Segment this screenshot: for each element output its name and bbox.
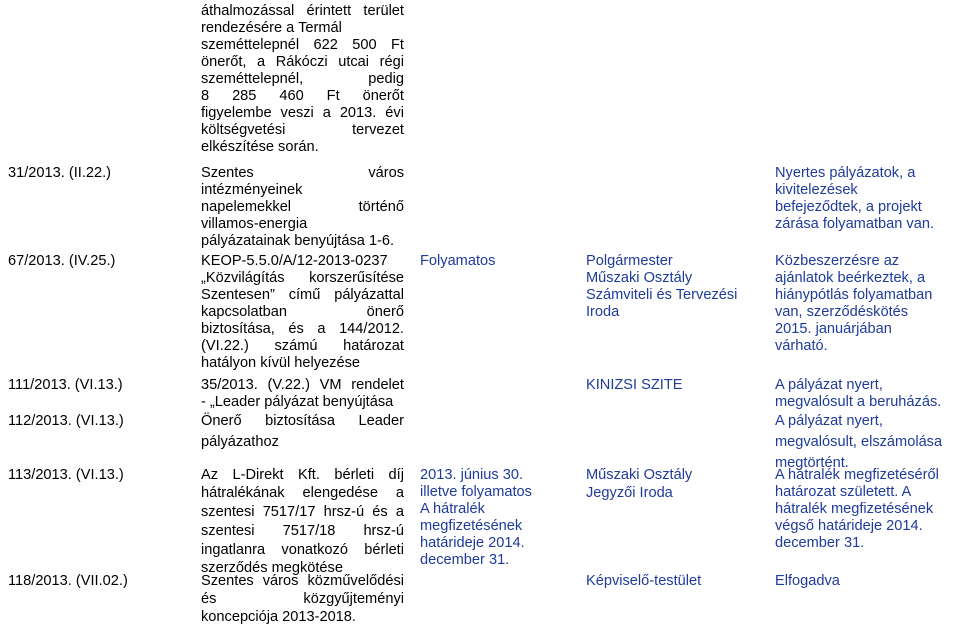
text-line: szerződés megkötése [201, 560, 343, 576]
resolution-number: 113/2013. (VI.13.) [8, 467, 124, 483]
text-line: kapcsolatban önerő [201, 304, 404, 320]
text-line: szeméttelepnél 622 500 Ft [201, 37, 404, 53]
text-line: rendezésére a Termál [201, 20, 342, 36]
text-line: A pályázat nyert, [775, 413, 883, 429]
responsible: KINIZSI SZITE [586, 377, 683, 393]
resolution-number: 112/2013. (VI.13.) [8, 413, 124, 429]
text-line: A hátralék [420, 501, 485, 517]
text-line: ajánlatok beérkeztek, a [775, 270, 926, 286]
text-line: biztosítása, és a 144/2012. [201, 321, 404, 337]
row0-subject [201, 3, 404, 156]
text-line: Polgármester [586, 253, 673, 269]
text-line: Szentes város [201, 165, 404, 181]
text-line: pályázatainak benyújtása 1-6. [201, 233, 395, 249]
text-line: határozat született. A [775, 484, 912, 500]
row4-subject [201, 413, 404, 450]
text-line: villamos-energia [201, 216, 308, 232]
resolution-number: 67/2013. (IV.25.) [8, 253, 116, 269]
text-line: szentesi 7517/17 hrsz-ú és a [201, 504, 404, 520]
text-line: költségvetési tervezet [201, 122, 404, 138]
text-line: Iroda [586, 304, 620, 320]
text-line: Önerő biztosítása Leader [201, 413, 404, 429]
text-line: „Közvilágítás korszerűsítése [201, 270, 404, 286]
text-line: (VI.22.) számú határozat [201, 338, 404, 354]
text-line: intézményeinek [201, 182, 303, 198]
text-line: szeméttelepnél, pedig [201, 71, 404, 87]
text-line: Az L-Direkt Kft. bérleti díj [201, 467, 404, 483]
text-line: - „Leader pályázat benyújtása [201, 394, 394, 410]
resolution-number: 111/2013. (VI.13.) [8, 377, 123, 393]
text-line: Jegyzői Iroda [586, 485, 673, 501]
text-line: december 31. [420, 552, 510, 568]
text-line: A pályázat nyert, [775, 377, 883, 393]
text-line: hiánypótlás folyamatban [775, 287, 933, 303]
text-line: várható. [775, 338, 828, 354]
text-line: határideje 2014. [420, 535, 525, 551]
text-line: ingatlanra vonatkozó bérleti [201, 542, 404, 558]
text-line: Műszaki Osztály [586, 270, 693, 286]
text-line: Műszaki Osztály [586, 467, 693, 483]
text-line: megvalósult, elszámolása [775, 434, 943, 450]
row2-responsible [586, 253, 766, 321]
text-line: Számviteli és Tervezési [586, 287, 738, 303]
text-line: befejeződtek, a projekt [775, 199, 922, 215]
result: Elfogadva [775, 573, 840, 589]
row6-subject [201, 573, 404, 624]
text-line: megfizetésének [420, 518, 523, 534]
deadline: Folyamatos [420, 253, 496, 269]
text-line: napelemekkel történő [201, 199, 404, 215]
text-line: Szentesen” című pályázattal [201, 287, 404, 303]
text-line: A hátralék megfizetéséről [775, 467, 939, 483]
text-line: Szentes város közművelődési [201, 573, 404, 589]
row3-subject [201, 377, 404, 411]
row2-result [775, 253, 955, 355]
row5-subject [201, 467, 404, 576]
text-line: illetve folyamatos [420, 484, 532, 500]
resolution-number: 31/2013. (II.22.) [8, 165, 112, 181]
row5-responsible [586, 467, 766, 501]
responsible: Képviselő-testület [586, 573, 702, 589]
text-line: zárása folyamatban van. [775, 216, 934, 232]
row3-result [775, 377, 955, 411]
text-line: kivitelezések [775, 182, 858, 198]
text-line: hatályon kívül helyezése [201, 355, 361, 371]
row5-deadline [420, 467, 580, 569]
row2-subject [201, 253, 404, 372]
resolution-number: 118/2013. (VII.02.) [8, 573, 128, 589]
text-line: és közgyűjteményi [201, 591, 404, 607]
row5-result [775, 467, 955, 552]
text-line: figyelembe veszi a 2013. évi [201, 105, 404, 121]
row1-subject [201, 165, 404, 250]
text-line: Nyertes pályázatok, a [775, 165, 916, 181]
text-line: koncepciója 2013-2018. [201, 609, 356, 625]
text-line: 8 285 460 Ft önerőt [201, 88, 404, 104]
text-line [201, 20, 404, 37]
text-line: hátralékának elengedése a [201, 485, 404, 501]
text-line: 2013. június 30. [420, 467, 524, 483]
text-line: december 31. [775, 535, 865, 551]
text-line: megtörtént. [775, 455, 849, 471]
text-line: önerőt, a Rákóczi utcai régi [201, 54, 404, 70]
text-line: szentesi 7517/18 hrsz-ú [201, 523, 404, 539]
text-line: végső határideje 2014. [775, 518, 923, 534]
row1-result [775, 165, 955, 233]
text-line: KEOP-5.5.0/A/12-2013-0237 [201, 253, 388, 269]
text-line: 2015. januárjában [775, 321, 892, 337]
text-line: 35/2013. (V.22.) VM rendelet [201, 377, 404, 393]
text-line: van, szerződéskötés [775, 304, 909, 320]
text-line: pályázathoz [201, 434, 279, 450]
text-line: áthalmozással érintett terület [201, 3, 404, 19]
text-line: hátralék megfizetésének [775, 501, 934, 517]
row4-result [775, 413, 955, 471]
text-line: megvalósult a beruházás. [775, 394, 942, 410]
text-line: elkészítése során. [201, 139, 319, 155]
text-line: Közbeszerzésre az [775, 253, 900, 269]
